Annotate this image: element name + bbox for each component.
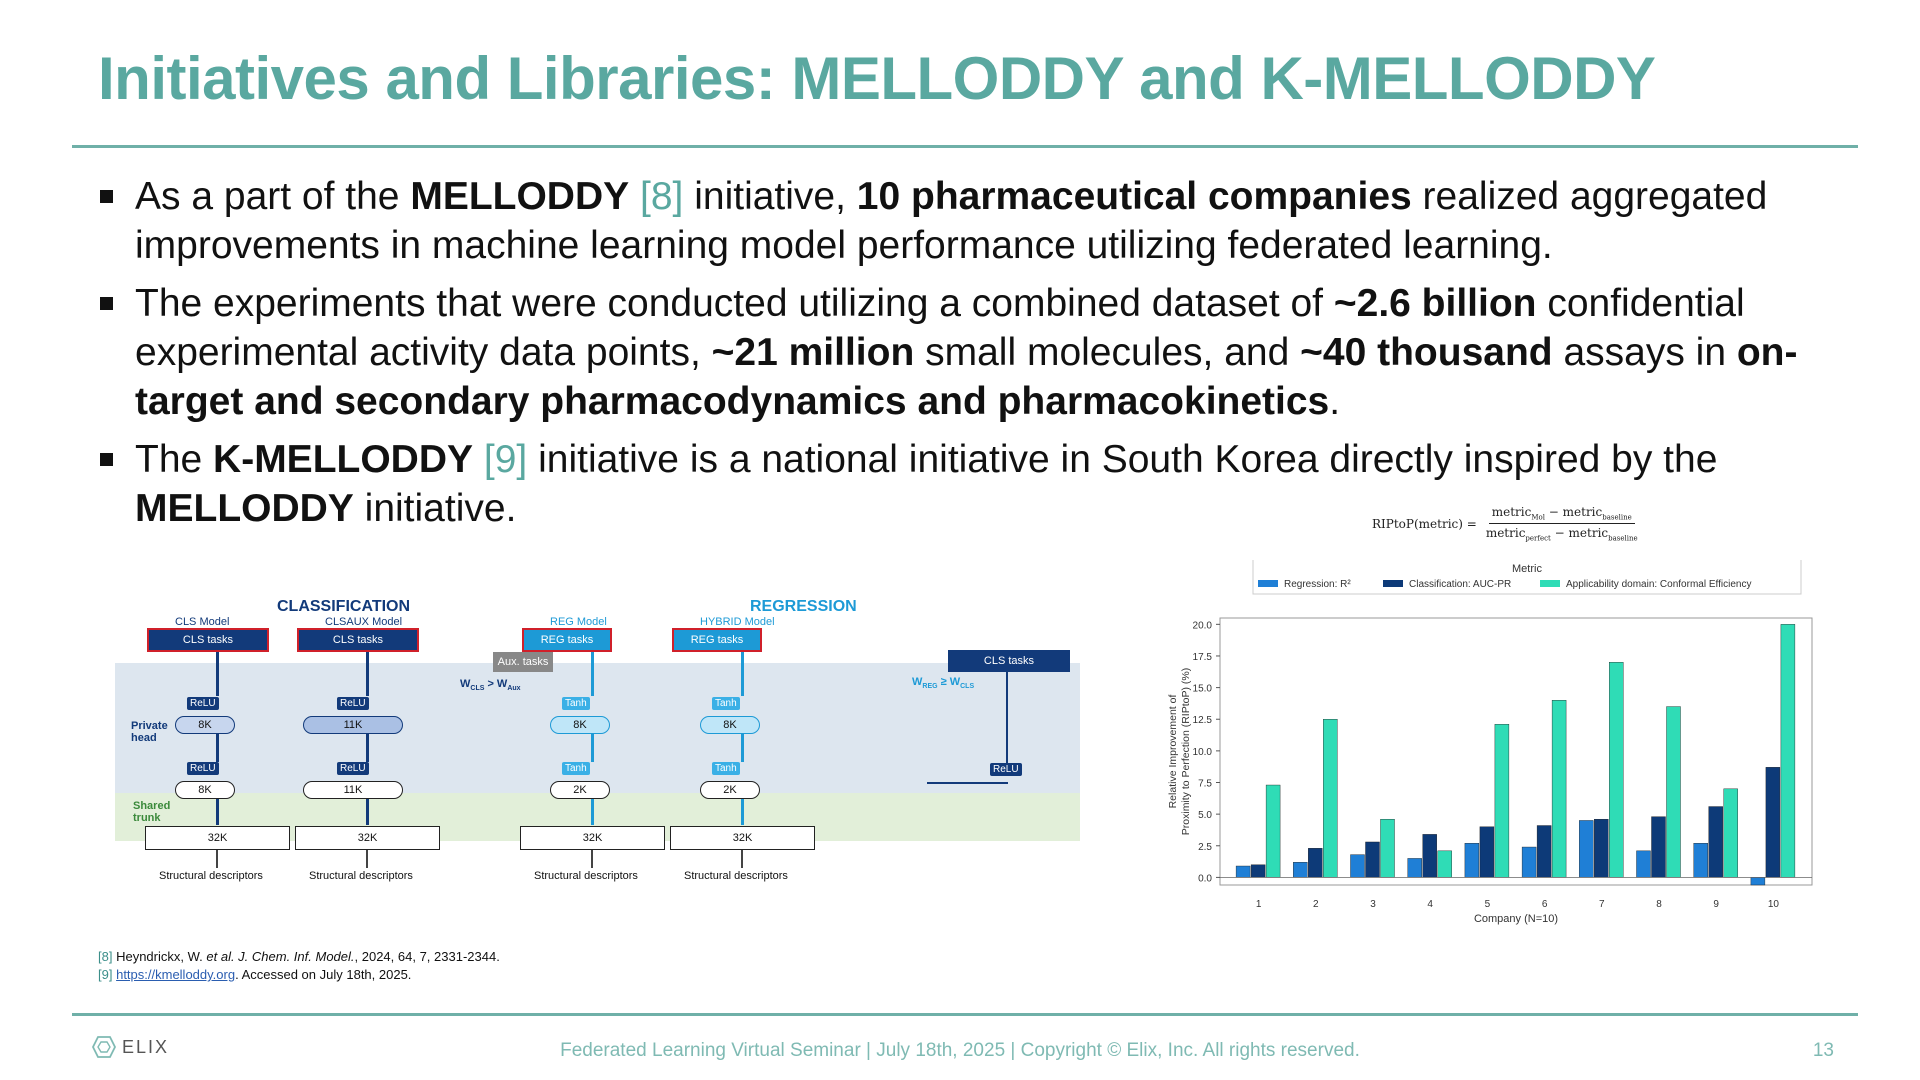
hidden-layer: 8K <box>550 716 610 734</box>
bullet-text <box>473 438 484 481</box>
bullet-text: MELLODDY <box>135 487 354 530</box>
layer-connector <box>216 799 219 825</box>
chart-bar <box>1724 789 1738 878</box>
bullet-text: initiative is a national initiative in South Korea directly inspired by the <box>527 438 1718 481</box>
bullet-text: As a part of the <box>135 175 411 218</box>
shared-layer: 8K <box>175 781 235 799</box>
x-tick-label: 3 <box>1370 899 1376 910</box>
bullet-square-icon <box>100 297 113 310</box>
hybrid-relu-connector <box>927 782 1008 784</box>
task-box: CLS tasks <box>297 628 419 652</box>
chart-bar <box>1266 785 1280 877</box>
footer-text: Federated Learning Virtual Seminar | July 18th, 2025 | Copyright © Elix, Inc. All rights reserved. <box>560 1040 1360 1061</box>
legend-entry: Regression: R² <box>1284 579 1351 590</box>
activation-tag: ReLU <box>337 762 369 775</box>
chart-bar <box>1423 834 1437 877</box>
y-tick-label: 7.5 <box>1198 778 1212 790</box>
layer-connector <box>591 652 594 696</box>
x-tick-label: 4 <box>1427 899 1433 910</box>
task-box: CLS tasks <box>147 628 269 652</box>
riptop-bar-chart <box>1160 560 1820 940</box>
chart-bar <box>1351 855 1365 878</box>
x-tick-label: 2 <box>1313 899 1319 910</box>
bullet-text: . <box>1329 380 1341 423</box>
input-layer: 32K <box>520 826 665 850</box>
formula-denominator: metric$_{perfect}$ − metric$_{baseline}$ <box>1485 526 1638 543</box>
bullet-list <box>98 172 1858 542</box>
chart-bar <box>1480 827 1494 878</box>
activation-tag: ReLU <box>337 697 369 710</box>
descriptor-label: Structural descriptors <box>684 870 788 882</box>
x-tick-label: 9 <box>1713 899 1719 910</box>
task-box: REG tasks <box>522 628 612 652</box>
bullet-item <box>98 279 1858 426</box>
x-tick-label: 5 <box>1484 899 1491 910</box>
hidden-layer: 8K <box>700 716 760 734</box>
page-number: 13 <box>1812 1040 1834 1061</box>
chart-bar <box>1495 724 1509 877</box>
chart-bar <box>1293 862 1307 877</box>
chart-bar <box>1251 865 1265 878</box>
bullet-text: ~2.6 billion <box>1333 282 1537 325</box>
chart-bar <box>1308 848 1322 877</box>
layer-connector <box>591 799 594 825</box>
legend-entry: Applicability domain: Conformal Efficiency <box>1566 579 1752 590</box>
legend-swatch <box>1540 580 1560 587</box>
shared-layer: 11K <box>303 781 403 799</box>
hidden-layer: 8K <box>175 716 235 734</box>
descriptor-label: Structural descriptors <box>309 870 413 882</box>
riptop-formula <box>1372 505 1641 543</box>
hidden-layer: 11K <box>303 716 403 734</box>
layer-connector <box>366 734 369 762</box>
hybrid-relu-tag: ReLU <box>990 763 1022 776</box>
footer-divider <box>72 1013 1858 1016</box>
footnotes <box>98 948 500 984</box>
task-box: REG tasks <box>672 628 762 652</box>
formula-lhs: RIPtoP(metric) = <box>1372 516 1477 531</box>
model-name: CLSAUX Model <box>325 616 403 628</box>
layer-connector <box>741 799 744 825</box>
chart-bar <box>1781 624 1795 877</box>
y-tick-label: 5.0 <box>1198 810 1212 822</box>
bullet-text: small molecules, and <box>914 331 1301 374</box>
layer-connector <box>216 652 219 696</box>
private-head-label: Private head <box>131 720 168 744</box>
y-tick-label: 15.0 <box>1192 683 1212 695</box>
y-tick-label: 17.5 <box>1192 651 1212 663</box>
aux-tasks-box: Aux. tasks <box>493 652 553 672</box>
input-layer: 32K <box>670 826 815 850</box>
bullet-text: realized aggregated improvements in machine learning model performance utilizing federated learning. <box>135 175 1768 267</box>
y-axis-label-line1: Relative Improvement of <box>1167 694 1179 809</box>
footnote-8: [8] Heyndrickx, W. et al. J. Chem. Inf. Model., 2024, 64, 7, 2331-2344. <box>98 949 500 964</box>
input-layer: 32K <box>145 826 290 850</box>
shared-layer: 2K <box>550 781 610 799</box>
x-tick-label: 10 <box>1767 899 1779 910</box>
chart-bar <box>1366 842 1380 877</box>
chart-bar <box>1766 767 1780 877</box>
citation-ref: [9] <box>483 438 528 481</box>
descriptor-label: Structural descriptors <box>534 870 638 882</box>
chart-bar <box>1709 807 1723 878</box>
model-name: REG Model <box>550 616 607 628</box>
x-axis-label: Company (N=10) <box>1473 913 1559 925</box>
activation-tag: Tanh <box>712 762 740 775</box>
y-axis-label-line2: Proximity to Perfection (RIPtoP) (%) <box>1180 667 1192 836</box>
weight-relation-hybrid: $W_{REG} \ge W_{CLS}$ <box>912 676 975 691</box>
chart-bar <box>1751 877 1765 885</box>
bullet-square-icon <box>100 190 113 203</box>
y-tick-label: 10.0 <box>1192 746 1212 758</box>
chart-bar <box>1323 719 1337 877</box>
bullet-text: initiative. <box>353 487 517 530</box>
bullet-text: The <box>135 438 214 481</box>
layer-connector <box>216 734 219 762</box>
chart-bar <box>1594 819 1608 877</box>
chart-bar <box>1609 662 1623 877</box>
bullet-text: initiative, <box>683 175 857 218</box>
chart-bar <box>1438 851 1452 878</box>
legend-swatch <box>1383 580 1403 587</box>
activation-tag: ReLU <box>187 762 219 775</box>
layer-connector <box>741 734 744 762</box>
chart-bar <box>1408 858 1422 877</box>
shared-trunk-label: Shared trunk <box>133 800 171 824</box>
slide-title: Initiatives and Libraries: MELLODDY and K-MELLODDY <box>98 45 1656 112</box>
x-tick-label: 1 <box>1255 899 1262 910</box>
formula-fraction <box>1483 505 1641 543</box>
bullet-text: K-MELLODDY <box>213 438 474 481</box>
model-name: CLS Model <box>175 616 230 628</box>
bullet-text: 10 pharmaceutical companies <box>856 175 1412 218</box>
formula-numerator: metric$_{Mol}$ − metric$_{baseline}$ <box>1489 505 1635 524</box>
y-tick-label: 0.0 <box>1198 873 1212 885</box>
input-connector <box>591 850 593 868</box>
bullet-text: assays in <box>1552 331 1737 374</box>
bullet-text: ~21 million <box>711 331 915 374</box>
y-tick-label: 12.5 <box>1192 715 1212 727</box>
regression-heading: REGRESSION <box>750 598 857 615</box>
bullet-square-icon <box>100 453 113 466</box>
classification-heading: CLASSIFICATION <box>277 598 411 615</box>
plot-frame <box>1220 618 1812 885</box>
footnote-9: [9] https://kmelloddy.org. Accessed on July 18th, 2025. <box>98 967 412 982</box>
layer-connector <box>591 734 594 762</box>
layer-connector <box>366 652 369 696</box>
elix-logo-text: ELIX <box>122 1036 170 1057</box>
chart-bar <box>1552 700 1566 877</box>
chart-bar <box>1522 847 1536 877</box>
hybrid-cls-tasks-box: CLS tasks <box>948 650 1070 672</box>
bullet-text: confidential experimental activity data points, <box>135 282 1745 374</box>
legend-swatch <box>1258 580 1278 587</box>
chart-bar <box>1579 820 1593 877</box>
model-name: HYBRID Model <box>700 616 775 628</box>
activation-tag: ReLU <box>187 697 219 710</box>
input-connector <box>216 850 218 868</box>
activation-tag: Tanh <box>712 697 740 710</box>
legend-entry: Classification: AUC-PR <box>1409 579 1512 590</box>
bullet-text: The experiments that were conducted utilizing a combined dataset of <box>135 282 1334 325</box>
weight-relation-cls: $W_{CLS} > W_{Aux}$ <box>460 678 521 693</box>
x-tick-label: 8 <box>1656 899 1662 910</box>
citation-ref: [8] <box>640 175 684 218</box>
bullet-text <box>629 175 640 218</box>
chart-bar <box>1694 843 1708 877</box>
chart-svg <box>1160 560 1820 940</box>
model-architecture-diagram <box>115 598 1085 890</box>
chart-bar <box>1537 826 1551 878</box>
hybrid-cls-connector <box>1006 672 1008 764</box>
descriptor-label: Structural descriptors <box>159 870 263 882</box>
activation-tag: Tanh <box>562 697 590 710</box>
x-tick-label: 6 <box>1541 899 1548 910</box>
input-connector <box>366 850 368 868</box>
chart-bar <box>1667 707 1681 878</box>
bullet-item <box>98 172 1858 270</box>
title-divider <box>72 145 1858 148</box>
chart-bar <box>1236 866 1250 877</box>
chart-bar <box>1637 851 1651 878</box>
shared-layer: 2K <box>700 781 760 799</box>
input-connector <box>741 850 743 868</box>
input-layer: 32K <box>295 826 440 850</box>
y-tick-label: 20.0 <box>1192 620 1212 632</box>
bullet-text: ~40 thousand <box>1300 331 1553 374</box>
layer-connector <box>366 799 369 825</box>
y-tick-label: 2.5 <box>1198 841 1212 853</box>
chart-bar <box>1381 819 1395 877</box>
bullet-text: MELLODDY <box>410 175 630 218</box>
kmelloddy-link[interactable]: https://kmelloddy.org <box>116 967 236 982</box>
chart-bar <box>1652 817 1666 878</box>
activation-tag: Tanh <box>562 762 590 775</box>
bullet-text: on-target and secondary pharmacodynamics and pharmacokinetics <box>135 331 1798 423</box>
legend-title: Metric <box>1512 563 1542 575</box>
chart-bar <box>1465 843 1479 877</box>
x-tick-label: 7 <box>1599 899 1605 910</box>
layer-connector <box>741 652 744 696</box>
